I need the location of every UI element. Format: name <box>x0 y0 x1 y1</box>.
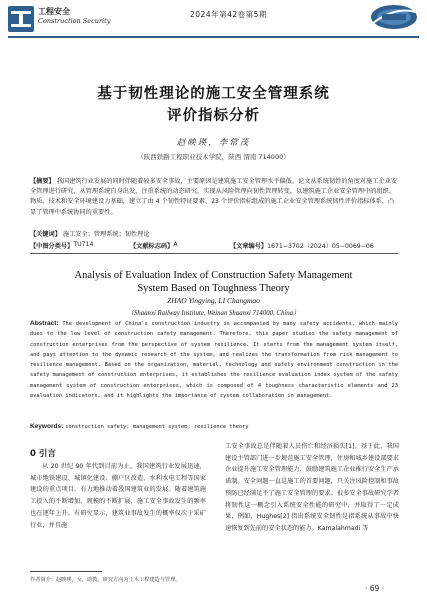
footnote-divider <box>30 571 102 572</box>
clc-code: 【中图分类号】 TU714 <box>30 241 94 250</box>
journal-name-cn: 工程安全 <box>38 7 70 16</box>
body-text-right: 工安全事故总是伴随着人员伤亡和经济损失[1]。基于此，我国建设主管部门进一步规范施工安全管理，住房和城乡建设部要求企业提升施工安全管理能力，鼓励建筑施工企业推行安全生产承诺制。安全问题一直是施工的首要问题，只关注风险控制和事故预防已经满足不了施工安全管理的要求。很多安全事故研究学者将韧性这一概念引入系统安全性能的研究中，并取得了一定成果，例如，Hughes[2] 指出系统安全韧性是指系统从事故中快速恢复到先前的安全状态的能力。Kamalahmadi 等 <box>225 443 399 532</box>
journal-name-en: Construction Security <box>38 17 111 25</box>
page-number: · 69 · <box>365 584 385 593</box>
issue-info: 2024年第42卷第5期 <box>190 10 267 19</box>
journal-emblem-icon <box>368 2 418 32</box>
header-divider <box>8 36 419 38</box>
article-affiliation: （陕西铁路工程职业技术学院，陕西 渭南 714000） <box>137 153 290 161</box>
article-number: 【文章编号】 1671−3702（2024）05−0069−06 <box>230 243 374 250</box>
keywords-cn-label: 【关键词】 <box>30 231 61 238</box>
abstract-en-label: Abstract: <box>30 320 59 327</box>
doc-code: 【文献标志码】 A <box>130 241 178 250</box>
abstract-cn-text: 我国建筑行业发展的同时伴随着较多安全事故，主要原因是建筑施工安全管理水平偏低。论文从系统韧性的角度对施工企业安全管理进行研究，从管理系统自身出发，注重系统的动态研究，实现从风险管理向韧性管理转变，以建筑施工企业安全管理中的组织、物质、技术和安全环境建设力基础，建立了由 4 个韧性特征要素、23 个评价指标组成的施工企业安全管理系统韧性评价指标体系，凸显了管理中系统协同的重要性。 <box>30 178 398 216</box>
english-authors: ZHAO Yingying, LI Changmao <box>167 296 260 305</box>
journal-logo-icon <box>8 6 34 32</box>
abstract-en <box>30 319 398 401</box>
keywords-cn-text: 施工安全；管理系统；韧性理论 <box>62 231 150 238</box>
abstract-en-text: The development of China's construction industry is accompanied by many safety accidents, which mainly dues to the low level of construction safety management. Therefore, this paper studies the safety management of construction enterprises from the perspective of system resilience. It starts from the management system itself, and pays attention to the dynamic research of the system, and realizes the transformation from risk management to resilience management. Based on the organization, material, technology and safety environment construction in the safety management of construction enterprises, it establishes the resilience evaluation index system of the safety management system of construction enterprises, which is composed of 4 toughness characteristic elements and 23 evaluation indicators, and it highlights the importance of system collaboration in management. <box>30 321 399 400</box>
article-title-line1: 基于韧性理论的施工安全管理系统 <box>97 86 330 102</box>
article-authors: 赵映瑛，李常茂 <box>176 138 251 148</box>
abstract-divider <box>30 253 398 254</box>
section-heading: 0 引言 <box>30 449 56 459</box>
keywords-cn <box>30 229 398 238</box>
keywords-en-label: Keywords: <box>30 423 64 430</box>
article-title-line2: 评价指标分析 <box>167 108 260 124</box>
journal-header <box>0 0 427 46</box>
keywords-en-text: construction safety; management system; resilience theory <box>65 424 249 430</box>
english-title-line2: System Based on Toughness Theory <box>137 283 290 294</box>
english-affiliation: （Shaanxi Railway Institute, Weinan Shaanxi 714000, China） <box>127 310 300 317</box>
english-title-line1: Analysis of Evaluation Index of Construction Safety Management <box>74 270 353 281</box>
abstract-cn <box>30 177 398 218</box>
abstract-cn-label: 【摘要】 <box>30 178 55 185</box>
body-text-left: 从 20 世纪 90 年代到目前为止，我国建筑行业发展迅速，城市地铁建设、城镇化建设、棚户区改造、水利水电工程等国家建设的重点项目，有力地推动着我国建筑业的发展。随着建筑施工投入的不断增加、规模的不断扩展，施工安全事故发生的频率也在逐年上升。有研究显示，建筑业事故发生的概率仅次于采矿行业，并且施 <box>30 463 206 529</box>
keywords-en <box>30 423 398 430</box>
author-footnote: 作者简介：赵映瑛，女，助教，研究方向为土木工程建造与管理。 <box>30 577 181 583</box>
